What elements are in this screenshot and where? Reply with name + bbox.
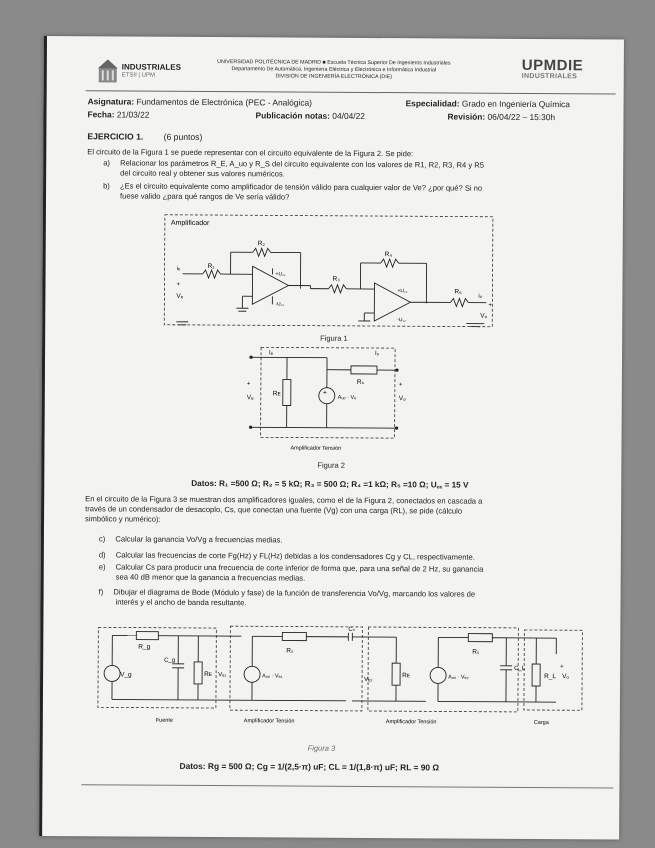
- brand-logo: UPMDIE: [521, 56, 584, 75]
- question-d-label: d): [98, 550, 106, 560]
- fig1-label-amplifier: Amplificador: [170, 219, 210, 228]
- svg-text:+: +: [246, 381, 251, 388]
- svg-text:+: +: [560, 664, 564, 671]
- paragraph-2: [85, 494, 620, 527]
- subject-value: Fundamentos de Electrónica (PEC - Analógica): [136, 96, 313, 108]
- fig3-re1: Rᴇ: [204, 670, 213, 679]
- specialty-row: [406, 98, 570, 109]
- brand-subtitle: INDUSTRIALES: [521, 72, 578, 81]
- question-f: [99, 587, 619, 610]
- revision-label: Revisión:: [447, 111, 486, 122]
- data-line-1: Datos: R₁ =500 Ω; R₂ = 5 kΩ; R₃ = 500 Ω; R₄ =1 kΩ; R₅ =10 Ω; U꜀꜀ = 15 V: [191, 478, 469, 490]
- institution-line-1: UNIVERSIDAD POLITÉCNICA DE MADRID ■ Escuela Técnica Superior De Ingenieros Industriales: [217, 59, 451, 67]
- fig3-label-fuente: Fuente: [155, 717, 173, 724]
- question-f-label: f): [98, 587, 104, 597]
- question-f-text1: Dibujar el diagrama de Bode (Módulo y fase) de la función de transferencia Vo/Vg, marcando los valores de: [113, 587, 476, 599]
- date-row: [87, 109, 149, 119]
- fig3-ve1: Vₑ₁: [218, 672, 227, 679]
- fig2-rs: Rₛ: [356, 378, 365, 386]
- institution-line-2: Departamento De Automática, Ingeniería Eléctrica y Electrónica e Informática Industrial: [231, 66, 437, 74]
- question-d-text: Calcular las frecuencias de corte Fg(Hz) y FL(Hz) debidas a los condensadores Cg y CL, respectivamente.: [115, 550, 475, 562]
- svg-text:+: +: [398, 382, 403, 389]
- paragraph-2-line-3: simbólico y numérico):: [85, 514, 161, 524]
- revision-value: 06/04/22 – 15:30h: [487, 111, 556, 123]
- exercise-title: EJERCICIO 1.: [87, 131, 144, 142]
- fig1-ve: Vₑ: [176, 292, 184, 300]
- fig3-rl: R_L: [544, 673, 557, 681]
- fig3-cl: C_L: [514, 665, 526, 672]
- publication-row: [255, 110, 364, 121]
- question-c-text: Calcular la ganancia Vo/Vg a frecuencias medias.: [115, 534, 283, 545]
- question-a-label: a): [103, 158, 111, 168]
- question-a-text1: Relacionar los parámetros R_E, A_uo y R_S del circuito equivalente con los valores de R1, R2, R3, R4 y R5: [120, 158, 484, 170]
- fig1-r5: R₅: [454, 288, 462, 296]
- fig2-ie: Iₑ: [269, 350, 273, 357]
- fig2-re: Rᴇ: [272, 390, 281, 398]
- specialty-value: Grado en Ingeniería Química: [461, 98, 570, 110]
- page-edge-shadow: [39, 36, 47, 836]
- paragraph-2-line-1: En el circuito de la Figura 3 se muestran dos amplificadores iguales, como el de la Figura 2, conectados en cascada a: [85, 494, 483, 506]
- svg-text:+: +: [176, 281, 181, 288]
- question-a-text2: del circuito real y obtener sus valores numéricos.: [120, 168, 285, 179]
- exercise-heading: [87, 131, 202, 142]
- fig3-label-amp2: Amplificador Tensión: [385, 719, 437, 726]
- publication-label: Publicación notas:: [255, 110, 331, 121]
- figure-2-caption: Figura 2: [317, 460, 345, 470]
- institution-line-3: DIVISIÓN DE INGENIERÍA ELECTRÓNICA (DIE): [275, 73, 393, 81]
- question-f-text2: interés y el ancho de banda resultante.: [115, 597, 247, 608]
- logo-subtext: ETSII | UPM: [121, 72, 156, 79]
- fig3-label-carga: Carga: [533, 720, 549, 727]
- fig1-ucc-plus-2: +U꜀꜀: [397, 288, 408, 295]
- fig3-src1: Aᵤₒ · Vₑ₁: [262, 673, 283, 680]
- date-label: Fecha:: [87, 109, 115, 120]
- question-b-text1: ¿Es el circuito equivalente como amplificador de tensión válido para cualquier valor de Ve? ¿por qué? Si no: [119, 181, 483, 193]
- paragraph-2-line-2: través de un condensador de desacoplo, Cs, que conectan una fuente (Vg) con una carga (RL), se pide (cálculo: [85, 504, 463, 516]
- question-e: [99, 562, 619, 585]
- school-logo: [96, 56, 181, 92]
- question-e-text2: sea 40 dB menor que la ganancia a frecuencias medias.: [115, 572, 306, 583]
- fig3-label-amp1: Amplificador Tensión: [243, 718, 295, 725]
- building-icon: [96, 56, 120, 86]
- question-b: [103, 181, 623, 204]
- logo-text: INDUSTRIALES: [121, 62, 181, 72]
- fig3-vg: V_g: [120, 671, 132, 679]
- fig3-cg: C_g: [164, 657, 176, 664]
- fig3-re2: Rᴇ: [402, 672, 411, 680]
- figure-1-circuit: [160, 212, 501, 334]
- fig1-r3: R₃: [332, 275, 340, 283]
- fig3-rs2: Rₛ: [472, 648, 480, 656]
- exercise-intro: El circuito de la Figura 1 se puede representar con el circuito equivalente de la Figura 2. Se pide:: [87, 147, 414, 159]
- revision-row: [447, 111, 555, 122]
- fig1-r1: R₁: [207, 263, 215, 271]
- question-e-text1: Calcular Cs para producir una frecuencia de corte inferior de forma que, para una señal de 2 Hz, su ganancia: [115, 562, 484, 574]
- question-c: [99, 534, 619, 547]
- institution-block: [194, 59, 474, 82]
- subject-row: [88, 96, 312, 107]
- fig3-rg: R_g: [138, 643, 151, 651]
- fig1-ucc-minus-1: -U꜀꜀: [275, 301, 285, 308]
- publication-value: 04/04/22: [332, 110, 365, 121]
- fig2-source: Aᵤₒ · Vₑ: [337, 394, 357, 401]
- fig2-io: Iₒ: [375, 351, 380, 358]
- subject-label: Asignatura:: [87, 96, 135, 107]
- specialty-label: Especialidad:: [405, 98, 460, 109]
- exercise-points: (6 puntos): [163, 131, 203, 142]
- question-b-label: b): [103, 181, 110, 191]
- fig1-r2: R₂: [257, 240, 265, 248]
- footer-divider: [81, 784, 613, 788]
- question-d: [99, 550, 619, 563]
- question-a: [103, 158, 623, 181]
- fig1-ucc-plus-1: +U꜀꜀: [275, 271, 286, 278]
- fig1-ie: iₑ: [176, 265, 181, 272]
- svg-text:+: +: [322, 389, 327, 397]
- date-value: 21/03/22: [116, 109, 150, 120]
- data-line-2: Datos: Rg = 500 Ω; Cg = 1/(2,5·π) uF; CL = 1/(1,8·π) uF; RL = 90 Ω: [179, 760, 440, 773]
- question-e-label: e): [98, 562, 106, 572]
- fig2-label: Amplificador Tensión: [290, 445, 342, 452]
- fig1-r4: R₄: [384, 251, 393, 259]
- figure-1-caption: Figura 1: [320, 333, 348, 343]
- fig3-cs: Cₛ: [348, 626, 355, 633]
- figure-3-circuit: [96, 621, 587, 734]
- fig2-ve: Vₑ: [246, 394, 254, 402]
- fig3-src2: Aᵤₒ · Vₑ₂: [448, 674, 469, 681]
- fig3-rs1: Rₛ: [286, 647, 294, 655]
- fig1-io: iₒ: [478, 293, 483, 300]
- svg-text:+: +: [488, 302, 492, 309]
- fig3-ve2: Vₑ₂: [364, 676, 373, 684]
- figure-2-circuit: [246, 343, 407, 462]
- question-b-text2: fuese valido ¿para qué rangos de Ve sería válido?: [119, 191, 290, 202]
- fig1-vo: Vₒ: [480, 312, 488, 320]
- fig3-vo: Vₒ: [562, 673, 569, 681]
- fig1-ucc-minus-2: -U꜀꜀: [397, 317, 407, 324]
- question-c-label: c): [98, 534, 106, 544]
- document-page: [39, 36, 624, 840]
- fig2-vo: Vₒ: [398, 395, 406, 403]
- figure-3-caption: Figura 3: [307, 743, 336, 753]
